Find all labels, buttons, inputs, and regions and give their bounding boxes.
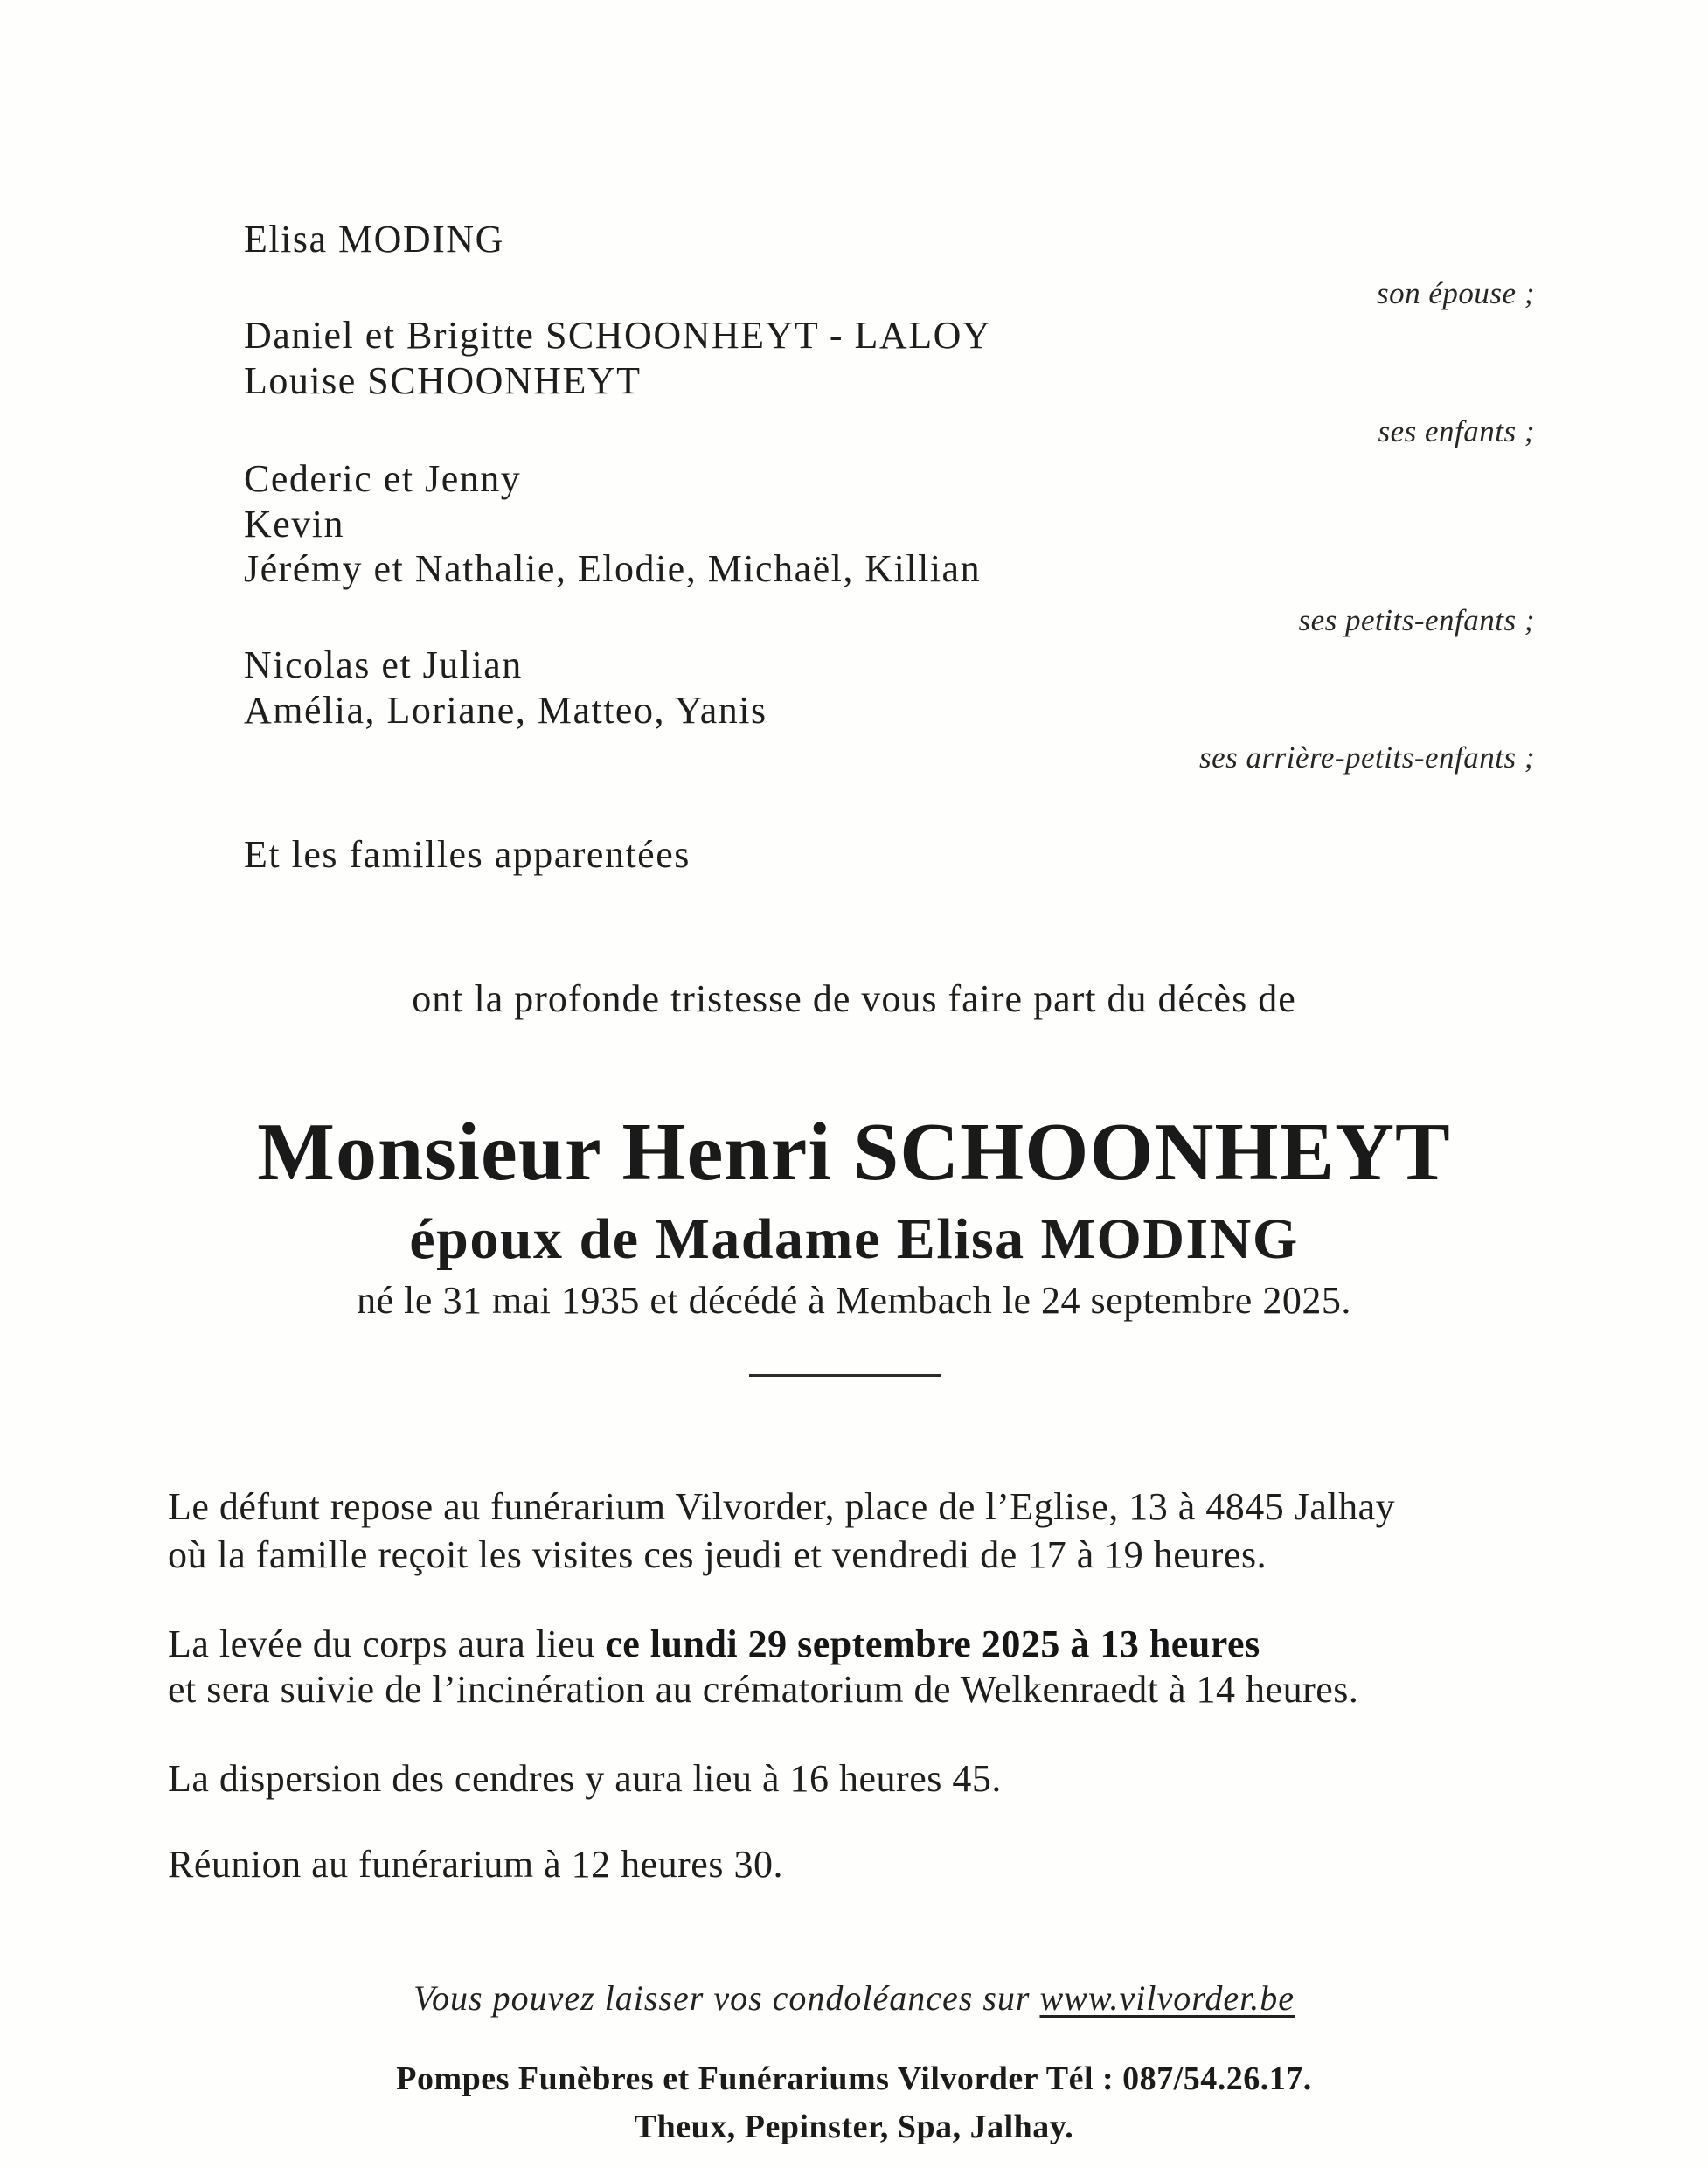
relation-label-grandchildren: ses petits-enfants ; — [1298, 603, 1535, 637]
deceased-name-title: Monsieur Henri SCHOONHEYT — [257, 1107, 1451, 1198]
family-name-line: Elisa MODING — [244, 218, 504, 261]
announcement-intro: ont la profonde tristesse de vous faire part du décès de — [412, 977, 1296, 1020]
levee-paragraph-line2: et sera suivie de l’incinération au crématorium de Welkenraedt à 14 heures. — [168, 1668, 1359, 1711]
dispersion-paragraph: La dispersion des cendres y aura lieu à 16 heures 45. — [168, 1757, 1002, 1800]
condolences-line — [0, 1977, 1708, 2019]
family-name-line: Nicolas et Julian — [244, 643, 523, 686]
levee-datetime-bold: ce lundi 29 septembre 2025 à 13 heures — [605, 1623, 1260, 1665]
condolences-prefix-text: Vous pouvez laisser vos condoléances sur — [413, 1978, 1040, 2018]
relation-label-spouse: son épouse ; — [1377, 276, 1535, 310]
relation-label-children: ses enfants ; — [1378, 414, 1535, 448]
reunion-paragraph: Réunion au funérarium à 12 heures 30. — [168, 1843, 783, 1886]
family-name-line: Jérémy et Nathalie, Elodie, Michaël, Killian — [244, 547, 982, 590]
family-name-line: Cederic et Jenny — [244, 457, 522, 500]
repose-paragraph-line2: où la famille reçoit les visites ces jeudi et vendredi de 17 à 19 heures. — [168, 1533, 1267, 1576]
condolences-website-link: www.vilvorder.be — [1039, 1978, 1295, 2018]
relation-label-great-grandchildren: ses arrière-petits-enfants ; — [1198, 740, 1535, 775]
funeral-home-line: Pompes Funèbres et Funérariums Vilvorder Tél : 087/54.26.17. — [396, 2060, 1312, 2097]
life-dates-line: né le 31 mai 1935 et décédé à Membach le 24 septembre 2025. — [357, 1279, 1351, 1322]
funeral-home-locations: Theux, Pepinster, Spa, Jalhay. — [634, 2109, 1074, 2145]
family-name-line: Amélia, Loriane, Matteo, Yanis — [244, 689, 767, 732]
family-name-line: Kevin — [244, 503, 345, 545]
family-name-line: Daniel et Brigitte SCHOONHEYT - LALOY — [244, 314, 992, 357]
divider-rule — [749, 1374, 941, 1377]
family-closing-line: Et les familles apparentées — [244, 833, 691, 876]
family-name-line: Louise SCHOONHEYT — [244, 359, 642, 402]
levee-paragraph-line1 — [168, 1622, 1260, 1668]
repose-paragraph-line1: Le défunt repose au funérarium Vilvorder, place de l’Eglise, 13 à 4845 Jalhay — [168, 1485, 1396, 1528]
levee-prefix-text: La levée du corps aura lieu — [168, 1623, 606, 1665]
spouse-subtitle: époux de Madame Elisa MODING — [409, 1207, 1299, 1271]
